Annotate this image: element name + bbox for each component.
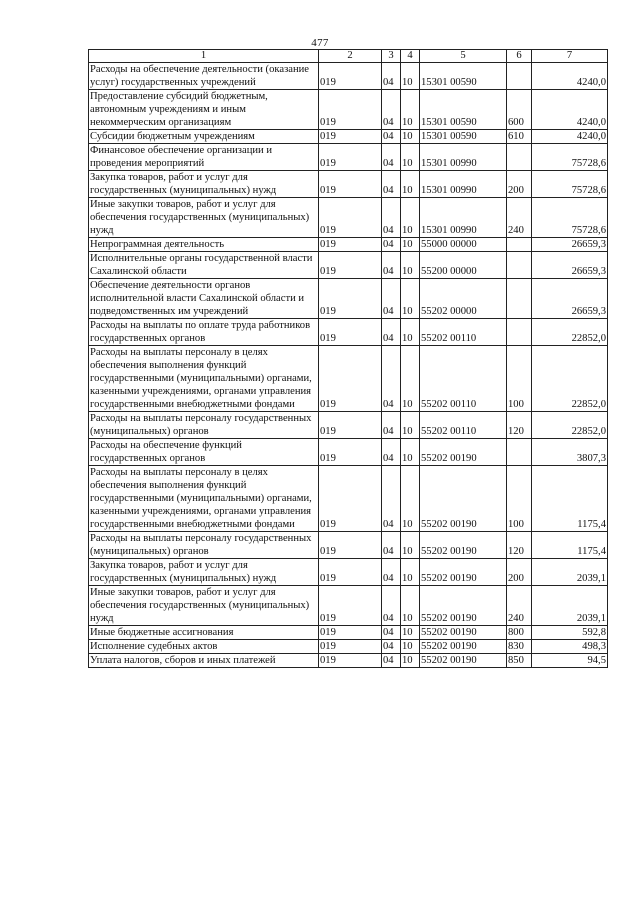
row-section-code: 04 <box>382 626 401 640</box>
row-section-code: 04 <box>382 238 401 252</box>
row-amount: 22852,0 <box>532 346 608 412</box>
table-row <box>89 532 608 559</box>
row-section-code: 04 <box>382 319 401 346</box>
header-col-1: 1 <box>89 50 319 63</box>
row-name: Уплата налогов, сборов и иных платежей <box>89 654 319 668</box>
row-subsection-code: 10 <box>401 252 420 279</box>
row-target-article: 15301 00990 <box>420 198 507 238</box>
row-section-code: 04 <box>382 439 401 466</box>
table-row <box>89 626 608 640</box>
row-target-article: 15301 00590 <box>420 90 507 130</box>
row-expense-type: 830 <box>507 640 532 654</box>
row-section-code: 04 <box>382 559 401 586</box>
table-row <box>89 466 608 532</box>
header-col-2: 2 <box>319 50 382 63</box>
row-section-code: 04 <box>382 130 401 144</box>
table-row <box>89 319 608 346</box>
row-subsection-code: 10 <box>401 279 420 319</box>
row-subsection-code: 10 <box>401 319 420 346</box>
row-section-code: 04 <box>382 144 401 171</box>
row-name: Обеспечение деятельности органов исполнительной власти Сахалинской области и подведомственных им учреждений <box>89 279 319 319</box>
row-section-code: 04 <box>382 532 401 559</box>
row-ministry-code: 019 <box>319 238 382 252</box>
row-name: Закупка товаров, работ и услуг для государственных (муниципальных) нужд <box>89 559 319 586</box>
row-subsection-code: 10 <box>401 439 420 466</box>
row-name: Иные бюджетные ассигнования <box>89 626 319 640</box>
row-name: Непрограммная деятельность <box>89 238 319 252</box>
header-col-4: 4 <box>401 50 420 63</box>
row-name: Расходы на выплаты персоналу государственных (муниципальных) органов <box>89 412 319 439</box>
row-section-code: 04 <box>382 654 401 668</box>
row-section-code: 04 <box>382 198 401 238</box>
row-ministry-code: 019 <box>319 586 382 626</box>
row-ministry-code: 019 <box>319 640 382 654</box>
table-row <box>89 586 608 626</box>
row-subsection-code: 10 <box>401 559 420 586</box>
row-name: Расходы на выплаты по оплате труда работников государственных органов <box>89 319 319 346</box>
row-amount: 2039,1 <box>532 586 608 626</box>
header-col-3: 3 <box>382 50 401 63</box>
row-expense-type <box>507 279 532 319</box>
budget-table <box>88 49 608 668</box>
row-target-article: 55202 00190 <box>420 640 507 654</box>
row-amount: 94,5 <box>532 654 608 668</box>
table-row <box>89 144 608 171</box>
table-row <box>89 412 608 439</box>
row-amount: 75728,6 <box>532 144 608 171</box>
row-section-code: 04 <box>382 90 401 130</box>
row-amount: 22852,0 <box>532 412 608 439</box>
row-name: Расходы на выплаты персоналу в целях обеспечения выполнения функций государственными (муниципальными) органами, казенными учреждениями, органами управления государственными внебюджетными фондами <box>89 466 319 532</box>
row-name: Иные закупки товаров, работ и услуг для обеспечения государственных (муниципальных) нужд <box>89 198 319 238</box>
table-row <box>89 90 608 130</box>
row-ministry-code: 019 <box>319 198 382 238</box>
row-amount: 1175,4 <box>532 532 608 559</box>
row-section-code: 04 <box>382 412 401 439</box>
row-name: Иные закупки товаров, работ и услуг для обеспечения государственных (муниципальных) нужд <box>89 586 319 626</box>
row-amount: 26659,3 <box>532 252 608 279</box>
row-expense-type: 240 <box>507 198 532 238</box>
header-col-7: 7 <box>532 50 608 63</box>
row-expense-type: 100 <box>507 466 532 532</box>
row-expense-type: 610 <box>507 130 532 144</box>
row-ministry-code: 019 <box>319 171 382 198</box>
row-target-article: 55000 00000 <box>420 238 507 252</box>
row-ministry-code: 019 <box>319 626 382 640</box>
row-ministry-code: 019 <box>319 346 382 412</box>
row-name: Расходы на выплаты персоналу в целях обеспечения выполнения функций государственными (муниципальными) органами, казенными учреждениями, органами управления государственными внебюджетными фондами <box>89 346 319 412</box>
row-subsection-code: 10 <box>401 412 420 439</box>
table-row <box>89 130 608 144</box>
table-row <box>89 279 608 319</box>
row-target-article: 55202 00190 <box>420 586 507 626</box>
table-row <box>89 252 608 279</box>
table-row <box>89 346 608 412</box>
row-expense-type: 850 <box>507 654 532 668</box>
row-subsection-code: 10 <box>401 532 420 559</box>
row-expense-type <box>507 252 532 279</box>
row-amount: 498,3 <box>532 640 608 654</box>
row-target-article: 15301 00590 <box>420 130 507 144</box>
row-expense-type: 240 <box>507 586 532 626</box>
row-ministry-code: 019 <box>319 319 382 346</box>
row-target-article: 55202 00190 <box>420 466 507 532</box>
row-amount: 4240,0 <box>532 63 608 90</box>
row-subsection-code: 10 <box>401 144 420 171</box>
row-target-article: 55202 00000 <box>420 279 507 319</box>
row-name: Субсидии бюджетным учреждениям <box>89 130 319 144</box>
row-ministry-code: 019 <box>319 439 382 466</box>
row-amount: 4240,0 <box>532 90 608 130</box>
row-name: Финансовое обеспечение организации и проведения мероприятий <box>89 144 319 171</box>
row-target-article: 55202 00190 <box>420 532 507 559</box>
row-ministry-code: 019 <box>319 144 382 171</box>
row-section-code: 04 <box>382 252 401 279</box>
row-expense-type: 200 <box>507 559 532 586</box>
row-amount: 26659,3 <box>532 279 608 319</box>
row-amount: 22852,0 <box>532 319 608 346</box>
row-amount: 26659,3 <box>532 238 608 252</box>
row-amount: 75728,6 <box>532 198 608 238</box>
row-amount: 2039,1 <box>532 559 608 586</box>
row-subsection-code: 10 <box>401 63 420 90</box>
row-expense-type: 100 <box>507 346 532 412</box>
row-ministry-code: 019 <box>319 279 382 319</box>
table-row <box>89 640 608 654</box>
row-subsection-code: 10 <box>401 90 420 130</box>
row-subsection-code: 10 <box>401 198 420 238</box>
row-amount: 1175,4 <box>532 466 608 532</box>
row-section-code: 04 <box>382 640 401 654</box>
row-name: Закупка товаров, работ и услуг для государственных (муниципальных) нужд <box>89 171 319 198</box>
row-ministry-code: 019 <box>319 559 382 586</box>
row-section-code: 04 <box>382 171 401 198</box>
header-col-5: 5 <box>420 50 507 63</box>
row-target-article: 15301 00990 <box>420 171 507 198</box>
row-section-code: 04 <box>382 466 401 532</box>
row-target-article: 15301 00590 <box>420 63 507 90</box>
row-section-code: 04 <box>382 346 401 412</box>
row-ministry-code: 019 <box>319 654 382 668</box>
row-expense-type <box>507 144 532 171</box>
row-ministry-code: 019 <box>319 130 382 144</box>
table-row <box>89 198 608 238</box>
table-row <box>89 654 608 668</box>
row-expense-type <box>507 319 532 346</box>
header-row <box>89 50 608 63</box>
row-name: Расходы на обеспечение функций государственных органов <box>89 439 319 466</box>
row-expense-type: 120 <box>507 412 532 439</box>
row-name: Предоставление субсидий бюджетным, автономным учреждениям и иным некоммерческим организациям <box>89 90 319 130</box>
row-name: Исполнительные органы государственной власти Сахалинской области <box>89 252 319 279</box>
row-target-article: 15301 00990 <box>420 144 507 171</box>
table-row <box>89 559 608 586</box>
row-target-article: 55202 00110 <box>420 319 507 346</box>
row-subsection-code: 10 <box>401 466 420 532</box>
row-amount: 75728,6 <box>532 171 608 198</box>
row-amount: 3807,3 <box>532 439 608 466</box>
row-expense-type: 200 <box>507 171 532 198</box>
row-expense-type <box>507 238 532 252</box>
row-section-code: 04 <box>382 63 401 90</box>
row-expense-type: 600 <box>507 90 532 130</box>
table-row <box>89 439 608 466</box>
row-expense-type <box>507 439 532 466</box>
table-row <box>89 171 608 198</box>
row-amount: 4240,0 <box>532 130 608 144</box>
row-target-article: 55202 00190 <box>420 626 507 640</box>
row-subsection-code: 10 <box>401 130 420 144</box>
table-row <box>89 238 608 252</box>
row-subsection-code: 10 <box>401 346 420 412</box>
row-target-article: 55202 00110 <box>420 346 507 412</box>
row-expense-type <box>507 63 532 90</box>
row-amount: 592,8 <box>532 626 608 640</box>
row-section-code: 04 <box>382 586 401 626</box>
row-ministry-code: 019 <box>319 466 382 532</box>
row-section-code: 04 <box>382 279 401 319</box>
row-subsection-code: 10 <box>401 238 420 252</box>
page-number: 477 <box>311 37 329 49</box>
table-row <box>89 63 608 90</box>
row-ministry-code: 019 <box>319 412 382 439</box>
row-name: Расходы на обеспечение деятельности (оказание услуг) государственных учреждений <box>89 63 319 90</box>
row-subsection-code: 10 <box>401 171 420 198</box>
row-expense-type: 800 <box>507 626 532 640</box>
row-subsection-code: 10 <box>401 626 420 640</box>
row-expense-type: 120 <box>507 532 532 559</box>
row-subsection-code: 10 <box>401 654 420 668</box>
row-name: Расходы на выплаты персоналу государственных (муниципальных) органов <box>89 532 319 559</box>
row-target-article: 55202 00110 <box>420 412 507 439</box>
row-ministry-code: 019 <box>319 90 382 130</box>
header-col-6: 6 <box>507 50 532 63</box>
row-name: Исполнение судебных актов <box>89 640 319 654</box>
row-ministry-code: 019 <box>319 252 382 279</box>
row-subsection-code: 10 <box>401 640 420 654</box>
row-target-article: 55200 00000 <box>420 252 507 279</box>
row-target-article: 55202 00190 <box>420 559 507 586</box>
row-target-article: 55202 00190 <box>420 654 507 668</box>
row-target-article: 55202 00190 <box>420 439 507 466</box>
row-ministry-code: 019 <box>319 532 382 559</box>
row-ministry-code: 019 <box>319 63 382 90</box>
row-subsection-code: 10 <box>401 586 420 626</box>
